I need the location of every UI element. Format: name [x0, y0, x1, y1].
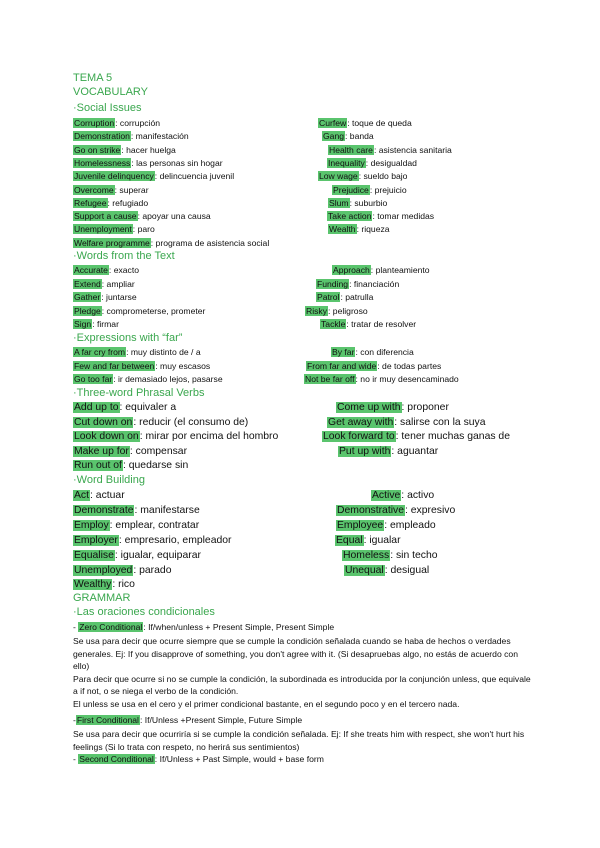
vocab-term: Employer: [74, 534, 118, 546]
vocab-entry: [73, 238, 269, 249]
vocab-definition: : igualar, equiparar: [114, 549, 201, 561]
vocab-entry: [331, 347, 414, 358]
vocab-term: Accurate: [74, 265, 108, 275]
vocab-definition: : riqueza: [356, 224, 390, 235]
vocab-definition: : mirar por encima del hombro: [139, 431, 279, 443]
vocab-entry: [73, 131, 189, 142]
vocab-definition: : prejuicio: [369, 184, 407, 195]
vocab-definition: : apoyar una causa: [137, 211, 211, 222]
vocab-term: Go on strike: [74, 144, 121, 155]
vocab-entry: [322, 131, 374, 142]
vocab-entry: [316, 279, 399, 290]
vocab-definition: : patrulla: [340, 292, 374, 302]
vocab-term: Gang: [323, 131, 345, 142]
vocab-entry: [320, 319, 416, 330]
vocab-entry: [73, 224, 155, 235]
vocab-term: Refugee: [74, 197, 107, 208]
zero-conditional-term: Zero Conditional: [79, 622, 143, 632]
vocab-term: Look forward to: [323, 431, 395, 443]
zero-paragraph-2: Para decir que ocurre si no se cumple la condición, la subordinada es introducida por la conjunción unless, que equivale a if not, o se niega el verbo de la condición.: [73, 673, 531, 696]
vocab-entry: [73, 118, 160, 129]
vocab-term: Come up with: [337, 402, 401, 413]
vocab-definition: : exacto: [108, 265, 140, 275]
vocab-term: Approach: [333, 265, 370, 275]
first-paragraph-1: Se usa para decir que ocurriría si se cumple la condición señalada. Ej: If she treats him with respect, she won't hurt his feelings (Si lo trata con respeto, no herirá sus sentimientos): [73, 729, 525, 752]
vocab-entry: [328, 198, 387, 209]
vocab-entry: [322, 430, 510, 443]
vocab-term: Low wage: [319, 171, 358, 182]
vocab-term: Support a cause: [74, 211, 137, 222]
vocab-definition: : equivaler a: [119, 402, 177, 413]
vocab-definition: : refugiado: [107, 197, 149, 208]
first-conditional-formula: : If/Unless +Present Simple, Future Simple: [139, 715, 303, 725]
vocab-entry: [73, 459, 188, 472]
zero-conditional-formula: : If/when/unless + Present Simple, Present Simple: [143, 622, 335, 632]
vocab-term: By far: [332, 347, 355, 357]
vocab-term: Unemployed: [74, 564, 133, 576]
vocab-definition: : las personas sin hogar: [131, 157, 223, 168]
vocab-entry: [73, 347, 201, 358]
heading-words-text: ·Words from the Text: [73, 250, 175, 262]
vocab-entry: [318, 118, 412, 129]
vocab-term: Wealth: [329, 224, 356, 235]
vocab-definition: : delincuencia juvenil: [154, 171, 235, 182]
heading-social-issues: ·Social Issues: [73, 102, 142, 114]
vocab-term: Unequal: [345, 564, 384, 576]
vocab-term: A far cry from: [74, 347, 126, 357]
vocab-term: Make up for: [74, 445, 129, 457]
second-conditional-line: [73, 754, 324, 765]
vocab-entry: [335, 534, 401, 547]
vocab-term: Corruption: [74, 118, 115, 128]
vocab-entry: [73, 564, 171, 577]
vocab-definition: : proponer: [401, 402, 449, 413]
vocab-definition: : con diferencia: [355, 347, 414, 357]
vocab-entry: [327, 211, 434, 222]
vocab-term: Employ: [74, 519, 109, 531]
first-conditional-term: First Conditional: [76, 715, 139, 725]
heading-phrasal: ·Three-word Phrasal Verbs: [73, 387, 205, 399]
vocab-entry: [73, 145, 176, 156]
bullet-prefix: -: [73, 715, 76, 725]
vocab-definition: : salirse con la suya: [394, 416, 486, 428]
vocab-entry: [73, 211, 211, 222]
vocab-term: Few and far between: [74, 360, 155, 371]
vocab-definition: : no ir muy desencaminado: [355, 374, 459, 384]
vocab-entry: [73, 519, 199, 532]
vocab-entry: [328, 224, 390, 235]
vocab-term: Cut down on: [74, 416, 133, 428]
vocab-entry: [73, 171, 234, 182]
vocab-term: Pledge: [74, 305, 101, 316]
vocab-definition: : de todas partes: [377, 360, 442, 371]
first-conditional-line: [73, 715, 302, 726]
vocab-definition: : muy distinto de / a: [126, 347, 201, 357]
vocab-definition: : toque de queda: [347, 118, 412, 128]
vocab-term: Sign: [74, 319, 92, 329]
zero-conditional-line: [73, 622, 334, 633]
vocab-term: Funding: [317, 278, 349, 289]
vocab-entry: [73, 401, 176, 414]
vocab-entry: [344, 564, 429, 577]
vocab-term: Health care: [329, 144, 373, 155]
vocab-entry: [305, 306, 368, 317]
vocab-term: Active: [372, 490, 401, 501]
vocab-entry: [73, 374, 223, 385]
vocab-definition: : aguantar: [391, 445, 439, 457]
vocab-term: Wealthy: [74, 579, 112, 591]
vocab-term: Inequality: [328, 157, 365, 168]
vocab-definition: : hacer huelga: [121, 144, 176, 155]
vocab-term: Get away with: [328, 416, 394, 428]
zero-paragraph-3: El unless se usa en el cero y el primer condicional bastante, en el segundo poco y en el tercero nada.: [73, 698, 460, 709]
vocab-term: Run out of: [74, 460, 122, 472]
vocab-definition: : planteamiento: [370, 265, 430, 275]
vocab-entry: [332, 265, 430, 276]
vocab-definition: : manifestación: [130, 131, 189, 142]
vocab-definition: : expresivo: [405, 504, 456, 516]
vocab-definition: : activo: [401, 490, 435, 501]
vocab-term: Tackle: [321, 319, 346, 329]
vocab-definition: : superar: [114, 184, 149, 195]
vocab-term: Equalise: [74, 549, 114, 561]
vocab-definition: : suburbio: [349, 197, 388, 208]
vocab-definition: : parado: [133, 564, 172, 576]
vocab-entry: [73, 319, 119, 330]
vocab-term: Risky: [306, 305, 328, 316]
heading-word-building: ·Word Building: [73, 474, 145, 486]
section-grammar: GRAMMAR: [73, 592, 131, 604]
vocab-term: Go too far: [74, 374, 113, 384]
vocab-entry: [327, 158, 417, 169]
vocab-term: Act: [74, 490, 90, 501]
vocab-definition: : empresario, empleador: [118, 534, 232, 546]
vocab-entry: [73, 306, 205, 317]
vocab-entry: [336, 519, 436, 532]
vocab-entry: [73, 578, 135, 591]
vocab-definition: : corrupción: [115, 118, 161, 128]
vocab-entry: [328, 145, 452, 156]
vocab-term: Curfew: [319, 118, 347, 128]
vocab-definition: : reducir (el consumo de): [133, 416, 249, 428]
vocab-term: Demonstrate: [74, 504, 134, 516]
vocab-definition: : banda: [345, 131, 374, 142]
vocab-entry: [304, 374, 459, 385]
vocab-term: From far and wide: [307, 360, 377, 371]
vocab-entry: [73, 430, 278, 443]
vocab-definition: : compensar: [129, 445, 188, 457]
vocab-entry: [316, 292, 373, 303]
bullet-prefix: -: [73, 754, 79, 764]
vocab-term: Demonstrative: [337, 504, 404, 516]
vocab-term: Overcome: [74, 184, 114, 195]
vocab-entry: [73, 445, 187, 458]
vocab-definition: : manifestarse: [134, 504, 200, 516]
zero-paragraph-1: Se usa para decir que ocurre siempre que se cumple la condición señalada cuando se haba de hechos o verdades generales. Ej: If you disapprove of something, you don't agree with it. (Si desapruebas algo, no estás de acuerdo con ello): [73, 636, 518, 671]
vocab-entry: [306, 361, 441, 372]
vocab-definition: : asistencia sanitaria: [373, 144, 452, 155]
second-conditional-term: Second Conditional: [79, 754, 154, 764]
vocab-entry: [371, 489, 434, 502]
vocab-term: Gather: [74, 292, 101, 302]
vocab-term: Demonstration: [74, 131, 130, 142]
vocab-entry: [73, 185, 149, 196]
vocab-entry: [73, 279, 135, 290]
vocab-definition: : desigual: [384, 564, 430, 576]
second-conditional-formula: : If/Unless + Past Simple, would + base form: [154, 754, 324, 764]
zero-conditional-explanation: [73, 635, 533, 710]
vocab-term: Homeless: [343, 549, 390, 561]
vocab-term: Add up to: [74, 402, 119, 413]
section-vocabulary: VOCABULARY: [73, 86, 148, 98]
vocab-entry: [73, 265, 139, 276]
vocab-entry: [332, 185, 407, 196]
vocab-term: Slum: [329, 197, 349, 208]
vocab-entry: [73, 158, 223, 169]
vocab-term: Patrol: [317, 292, 340, 302]
vocab-definition: : sueldo bajo: [358, 171, 408, 182]
vocab-definition: : comprometerse, prometer: [101, 305, 206, 316]
vocab-entry: [327, 416, 486, 429]
vocab-definition: : empleado: [384, 519, 436, 531]
vocab-entry: [336, 504, 455, 517]
vocab-entry: [73, 198, 148, 209]
heading-far: ·Expressions with “far”: [73, 332, 183, 344]
vocab-definition: : ir demasiado lejos, pasarse: [113, 374, 223, 384]
vocab-term: Unemployment: [74, 224, 132, 235]
vocab-term: Employee: [337, 519, 384, 531]
vocab-definition: : muy escasos: [155, 360, 211, 371]
vocab-definition: : quedarse sin: [122, 460, 189, 472]
vocab-term: Juvenile delinquency: [74, 171, 154, 182]
vocab-entry: [73, 416, 248, 429]
vocab-term: Take action: [328, 211, 372, 222]
vocab-entry: [73, 534, 232, 547]
vocab-definition: : juntarse: [101, 292, 137, 302]
vocab-definition: : emplear, contratar: [109, 519, 200, 531]
vocab-term: Put up with: [339, 445, 391, 457]
vocab-definition: : financiación: [349, 278, 400, 289]
vocab-term: Prejudice: [333, 184, 369, 195]
vocab-definition: : tomar medidas: [372, 211, 435, 222]
vocab-entry: [338, 445, 438, 458]
vocab-definition: : igualar: [363, 534, 401, 546]
vocab-definition: : programa de asistencia social: [150, 237, 270, 248]
vocab-term: Welfare programme: [74, 237, 150, 248]
vocab-definition: : peligroso: [328, 305, 368, 316]
vocab-definition: : rico: [112, 579, 135, 591]
vocab-entry: [318, 171, 407, 182]
vocab-entry: [73, 292, 137, 303]
vocab-entry: [73, 504, 200, 517]
vocab-term: Not be far off: [305, 374, 355, 384]
vocab-definition: : paro: [132, 224, 155, 235]
vocab-definition: : ampliar: [101, 278, 135, 289]
vocab-entry: [336, 401, 449, 414]
vocab-term: Equal: [336, 534, 363, 546]
vocab-entry: [73, 489, 125, 502]
vocab-entry: [73, 549, 201, 562]
bullet-prefix: -: [73, 622, 79, 632]
vocab-definition: : tener muchas ganas de: [395, 431, 510, 443]
vocab-term: Extend: [74, 278, 101, 289]
first-conditional-explanation: [73, 728, 533, 753]
vocab-definition: : actuar: [90, 490, 125, 501]
vocab-definition: : desigualdad: [365, 157, 417, 168]
vocab-term: Homelessness: [74, 157, 131, 168]
vocab-definition: : tratar de resolver: [346, 319, 417, 329]
vocab-term: Look down on: [74, 431, 139, 443]
vocab-definition: : firmar: [92, 319, 119, 329]
heading-conditionals: ·Las oraciones condicionales: [73, 606, 215, 618]
vocab-entry: [342, 549, 438, 562]
page-title: TEMA 5: [73, 72, 113, 84]
vocab-entry: [73, 361, 210, 372]
vocab-definition: : sin techo: [390, 549, 438, 561]
